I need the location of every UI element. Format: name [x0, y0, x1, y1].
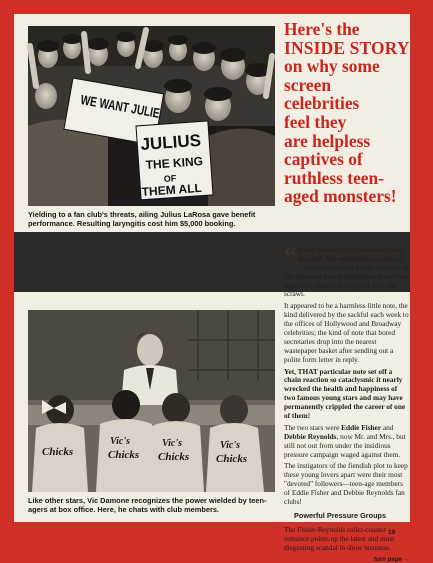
paragraph-2: It appeared to be a harmless little note, the kind delivered by the sackful each week to the offices of Hollywood and Broadway celebrities; the kind of note that bored secretaries drop into the nearest wastepaper basket after sending out a polite form letter in reply.	[284, 302, 410, 364]
paragraph-5: The instigators of the fiendish plot to keep these young lovers apart were their most "devoted" followers—teen-age members of Eddie Fisher and Debbie Reynolds fan clubs!	[284, 462, 410, 506]
sign-of: OF	[163, 173, 177, 184]
headline-line-7: are helpless	[284, 132, 410, 151]
paragraph-4	[284, 424, 410, 460]
name-debbie-reynolds: Debbie Reynolds	[284, 432, 337, 441]
sweater-2-bottom: Chicks	[108, 449, 139, 461]
paragraph-6: The Fisher-Reynolds roller-coaster romance points up the latest and most disgusting scandal in show business,	[284, 526, 410, 553]
magazine-page	[14, 14, 410, 522]
paragraph-3: Yet, THAT particular note set off a chain reaction so cataclysmic it nearly wrecked the health and happiness of two famous young stars and may have permanently crippled the career of one of them!	[284, 368, 410, 421]
subhead-pressure-groups: Powerful Pressure Groups	[294, 512, 410, 521]
headline-line-4: screen	[284, 76, 410, 95]
fan-club-photo	[28, 26, 275, 206]
sign-we-want-julie: WE WANT JULIE	[79, 92, 160, 121]
club-members-illustration	[28, 310, 275, 492]
sign-julius: JULIUS	[140, 131, 202, 154]
drop-quote-mark: “	[284, 247, 297, 267]
headline-line-10: aged monsters!	[284, 187, 410, 206]
headline-line-2: INSIDE STORY	[284, 39, 410, 58]
headline-line-5: celebrities	[284, 94, 410, 113]
headline-line-1: Here's the	[284, 20, 410, 39]
top-photo-caption: Yielding to a fan club's threats, ailing Julius LaRosa gave benefit performance. Resulting laryngitis cost him $5,000 booking.	[28, 210, 275, 228]
bottom-photo-caption: Like other stars, Vic Damone recognizes the power wielded by teen-agers at box office. Here, he chats with club members.	[28, 496, 275, 514]
sweater-1-top: Chicks	[42, 446, 73, 458]
headline-line-3: on why some	[284, 57, 410, 76]
lead-rest: The bobby-soxer's letter went on in this pleading tone before it ended with her signature, penned in a typical teen-age scrawl.	[284, 263, 408, 299]
name-eddie-fisher: Eddie Fisher	[341, 423, 381, 432]
headline-line-9: ruthless teen-	[284, 169, 410, 188]
sweater-4-bottom: Chicks	[216, 453, 247, 465]
sweater-3-bottom: Chicks	[158, 451, 189, 463]
sweater-4-top: Vic's	[220, 440, 240, 451]
page-number: 19	[388, 529, 395, 536]
p4-text-a: The two stars were	[284, 423, 341, 432]
sweater-3-top: Vic's	[162, 438, 182, 449]
headline-line-8: captives of	[284, 150, 410, 169]
headline-line-6: feel they	[284, 113, 410, 132]
p4-text-e: , now Mr. and Mrs., but still not out from under the insidious pressure campaign waged against them.	[284, 432, 406, 459]
sign-them-all: THEM ALL	[141, 181, 202, 199]
lead-quote: Eddie, please forget about marrying that girl. She won't make you happy . . ."	[298, 245, 410, 272]
headline	[284, 20, 410, 206]
crowd-illustration	[28, 26, 275, 206]
article-body	[284, 246, 410, 563]
lead-paragraph	[284, 246, 410, 299]
sign-the-king: THE KING	[145, 154, 203, 172]
turn-page-link[interactable]: turn page →	[284, 556, 410, 563]
p4-text-c: and	[381, 423, 393, 432]
vic-damone-photo	[28, 310, 275, 492]
sweater-2-top: Vic's	[110, 436, 130, 447]
